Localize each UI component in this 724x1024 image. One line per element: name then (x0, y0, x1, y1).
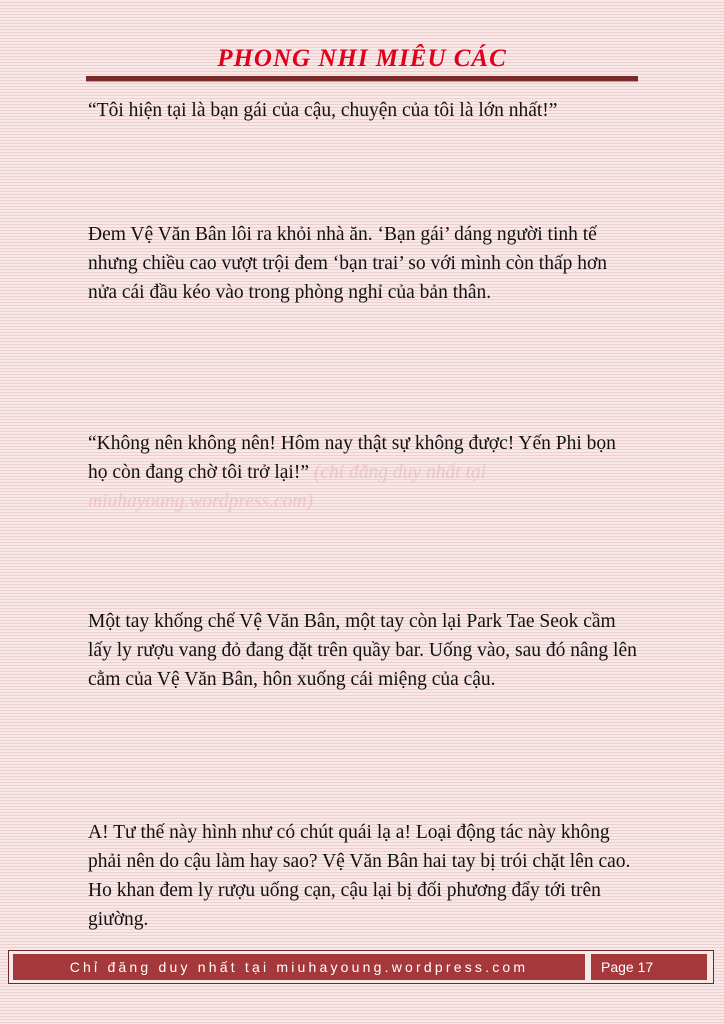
paragraph-4 (88, 607, 640, 694)
footer-site-text: Chỉ đăng duy nhất tại miuhayoung.wordpress.com (13, 954, 585, 980)
paragraph-3-text: “Không nên không nên! Hôm nay thật sự không được! Yến Phi bọn họ còn đang chờ tôi trở lại!” (88, 433, 616, 483)
footer-page-number: Page 17 (591, 954, 707, 980)
paragraph-4-text: Một tay khống chế Vệ Văn Bân, một tay còn lại Park Tae Seok cầm lấy ly rượu vang đỏ đang đặt trên quầy bar. Uống vào, sau đó nâng lên cằm của Vệ Văn Bân, hôn xuống cái miệng của cậu. (88, 611, 637, 690)
paragraph-1 (88, 96, 640, 125)
page-header (0, 44, 724, 74)
page-footer (8, 950, 714, 984)
paragraph-3 (88, 429, 640, 516)
paragraph-2-text: Đem Vệ Văn Bân lôi ra khỏi nhà ăn. ‘Bạn gái’ dáng người tinh tế nhưng chiều cao vượt trội đem ‘bạn trai’ so với mình còn thấp hơn nửa cái đầu kéo vào trong phòng nghỉ của bản thân. (88, 224, 608, 303)
page-title: PHONG NHI MIÊU CÁC (217, 45, 507, 72)
watermark-text: (chỉ đăng duy nhất tại miuhayoung.wordpress.com) (88, 462, 487, 512)
paragraph-5 (88, 818, 640, 934)
paragraph-1-text: “Tôi hiện tại là bạn gái của cậu, chuyện của tôi là lớn nhất!” (88, 100, 558, 121)
paragraph-5-text: A! Tư thế này hình như có chút quái lạ a! Loại động tác này không phải nên do cậu làm hay sao? Vệ Văn Bân hai tay bị trói chặt lên cao. Ho khan đem ly rượu uống cạn, cậu lại bị đối phương đẩy tới trên giường. (88, 822, 631, 930)
header-divider (86, 76, 638, 82)
paragraph-2 (88, 220, 640, 307)
